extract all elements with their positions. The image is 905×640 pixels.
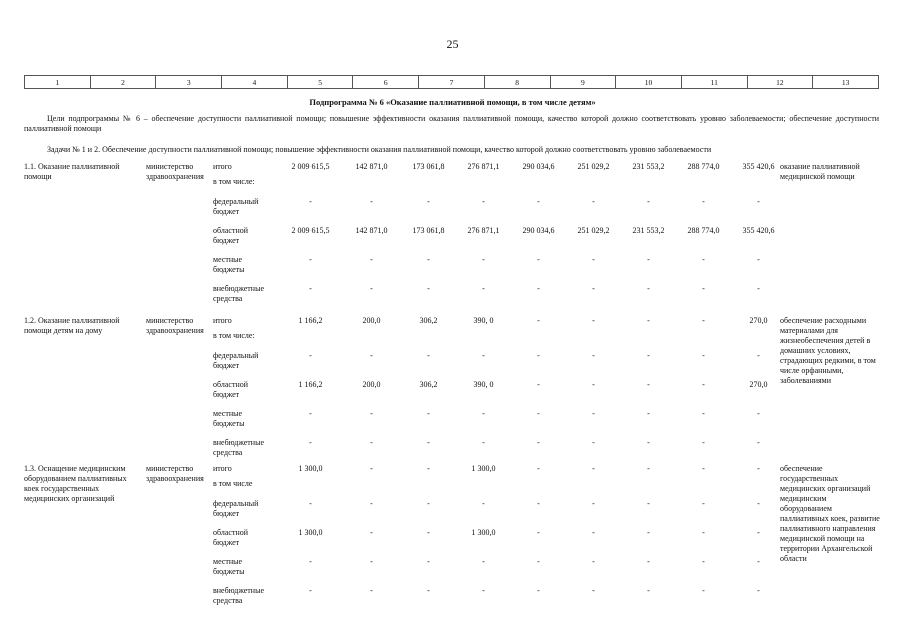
amount-value: 1 300,0 [298,464,323,473]
amount-value: - [370,499,373,508]
amount-value: - [592,557,595,566]
amount-value: - [537,380,540,389]
amount-value: - [702,557,705,566]
amount-value: - [702,528,705,537]
funding-source-label [213,380,275,400]
amount-value: 306,2 [419,316,438,325]
amount-value: - [592,438,595,447]
responsible-ministry: министерство здравоохранения [146,316,204,335]
amount-value: - [647,351,650,360]
activity-name: 1.1. Оказание паллиативной помощи [24,162,120,181]
amount-value: - [309,351,312,360]
amount-value: - [537,351,540,360]
amount-value: - [370,528,373,537]
amount-value: - [702,409,705,418]
funding-source-label [213,586,275,606]
funding-source-label [213,255,275,275]
amount-value: - [537,557,540,566]
amount-value: 1 300,0 [471,528,496,537]
amount-value: - [309,586,312,595]
amount-value: - [702,316,705,325]
amount-value: - [647,438,650,447]
amount-value: 231 553,2 [632,226,665,235]
amount-value: - [647,528,650,537]
amount-value: - [537,316,540,325]
amount-value: 142 871,0 [355,162,388,171]
column-number: 6 [353,76,419,89]
amount-value: 276 871,1 [467,162,500,171]
amount-value: 231 553,2 [632,162,665,171]
amount-value: - [427,409,430,418]
funding-source-subtext: в том числе [213,479,253,488]
funding-source-label [213,351,275,371]
column-number: 12 [747,76,813,89]
amount-value: - [482,255,485,264]
amount-value: 306,2 [419,380,438,389]
amount-value: 1 166,2 [298,380,323,389]
funding-source-text: федеральный бюджет [213,499,259,518]
amount-value: - [592,464,595,473]
funding-source-label [213,557,275,577]
column-number: 8 [484,76,550,89]
amount-value: - [370,255,373,264]
amount-value: - [647,316,650,325]
amount-value: 290 034,6 [522,226,555,235]
funding-source-text: местные бюджеты [213,409,245,428]
amount-value: 1 166,2 [298,316,323,325]
amount-value: 200,0 [362,316,381,325]
funding-source-text: внебюджетные средства [213,284,264,303]
amount-value: - [647,197,650,206]
column-number: 7 [419,76,485,89]
funding-source-subtext: в том числе: [213,177,255,186]
amount-value: - [592,197,595,206]
amount-value: - [647,499,650,508]
amount-value: - [309,557,312,566]
amount-value: 355 420,6 [742,162,775,171]
amount-value: - [592,255,595,264]
funding-source-text: местные бюджеты [213,557,245,576]
amount-value: - [482,197,485,206]
funding-source-text: федеральный бюджет [213,197,259,216]
column-number: 13 [813,76,879,89]
responsible-ministry: министерство здравоохранения [146,162,204,181]
amount-value: 1 300,0 [471,464,496,473]
amount-value: 1 300,0 [298,528,323,537]
amount-value: - [482,586,485,595]
subprogram-goals: Цели подпрограммы № 6 – обеспечение доступности паллиативной помощи; повышение эффективности оказания паллиативной помощи, качество которой должно соответствовать уровню заболеваемости; обеспечение доступности паллиативной помощи [24,114,879,133]
amount-value: - [427,351,430,360]
amount-value: - [537,409,540,418]
amount-value: - [427,528,430,537]
funding-source-label [213,409,275,429]
expected-result: обеспечение государственных медицинских организаций медицинским оборудованием паллиативных коек, развитие паллиативного направления медицинской помощи на территории Архангельской области [780,464,880,563]
amount-value: - [592,528,595,537]
funding-source-text: областной бюджет [213,380,249,399]
amount-value: - [647,557,650,566]
amount-value: - [592,586,595,595]
column-number: 2 [90,76,156,89]
amount-value: - [482,409,485,418]
amount-value: - [537,284,540,293]
funding-source-text: федеральный бюджет [213,351,259,370]
funding-source-label [213,284,275,304]
column-number-header [24,75,879,89]
amount-value: - [702,284,705,293]
expected-result: обеспечение расходными материалами для жизнеобеспечения детей в домашних условиях, страдающих редкими, в том числе орфанными, заболеваниями [780,316,876,385]
amount-value: - [647,409,650,418]
subprogram-tasks: Задачи № 1 и 2. Обеспечение доступности паллиативной помощи; повышение эффективности оказания паллиативной помощи, качество которой должно соответствовать уровню заболеваемости [47,145,712,154]
amount-value: 251 029,2 [577,226,610,235]
funding-source-label [213,316,275,341]
amount-value: - [427,557,430,566]
amount-value: 173 061,8 [412,162,445,171]
amount-value: - [757,351,760,360]
amount-value: - [592,380,595,389]
amount-value: - [757,528,760,537]
amount-value: 276 871,1 [467,226,500,235]
funding-source-label [213,162,275,187]
amount-value: - [757,586,760,595]
amount-value: - [702,380,705,389]
amount-value: - [370,351,373,360]
column-number: 3 [156,76,222,89]
amount-value: - [647,255,650,264]
amount-value: - [370,586,373,595]
amount-value: - [647,464,650,473]
amount-value: - [592,499,595,508]
amount-value: - [757,499,760,508]
amount-value: - [370,197,373,206]
amount-value: 2 009 615,5 [291,162,330,171]
amount-value: 288 774,0 [687,226,720,235]
column-number: 4 [222,76,288,89]
amount-value: - [702,499,705,508]
amount-value: - [757,438,760,447]
column-number: 1 [25,76,91,89]
amount-value: - [592,351,595,360]
amount-value: - [309,284,312,293]
amount-value: - [757,409,760,418]
amount-value: - [370,464,373,473]
amount-value: - [427,284,430,293]
amount-value: - [537,197,540,206]
amount-value: - [370,438,373,447]
amount-value: - [427,586,430,595]
amount-value: - [592,409,595,418]
funding-source-label [213,499,275,519]
amount-value: - [427,499,430,508]
amount-value: - [482,557,485,566]
amount-value: - [702,351,705,360]
amount-value: - [427,464,430,473]
funding-source-label [213,528,275,548]
funding-source-text: областной бюджет [213,226,249,245]
amount-value: 200,0 [362,380,381,389]
column-number: 9 [550,76,616,89]
column-number: 10 [616,76,682,89]
amount-value: - [702,586,705,595]
amount-value: - [537,255,540,264]
funding-source-subtext: в том числе: [213,331,255,340]
amount-value: 290 034,6 [522,162,555,171]
amount-value: - [647,284,650,293]
funding-source-label [213,197,275,217]
amount-value: - [647,586,650,595]
amount-value: - [537,586,540,595]
expected-result: оказание паллиативной медицинской помощи [780,162,860,181]
amount-value: - [757,284,760,293]
funding-source-label [213,226,275,246]
amount-value: 251 029,2 [577,162,610,171]
amount-value: 288 774,0 [687,162,720,171]
funding-source-text: местные бюджеты [213,255,245,274]
amount-value: - [482,438,485,447]
amount-value: - [592,284,595,293]
activity-name: 1.2. Оказание паллиативной помощи детям на дому [24,316,120,335]
funding-source-text: внебюджетные средства [213,586,264,605]
amount-value: - [757,197,760,206]
amount-value: - [427,255,430,264]
amount-value: - [309,255,312,264]
amount-value: - [537,438,540,447]
column-number: 11 [681,76,747,89]
amount-value: - [482,351,485,360]
amount-value: - [537,499,540,508]
amount-value: - [482,284,485,293]
amount-value: - [309,499,312,508]
amount-value: - [309,438,312,447]
funding-source-text: областной бюджет [213,528,249,547]
amount-value: - [370,284,373,293]
funding-source-label [213,438,275,458]
amount-value: - [427,438,430,447]
amount-value: 2 009 615,5 [291,226,330,235]
amount-value: - [370,409,373,418]
page-number: 25 [446,37,459,51]
amount-value: - [427,197,430,206]
amount-value: - [757,464,760,473]
amount-value: 355 420,6 [742,226,775,235]
amount-value: - [647,380,650,389]
amount-value: 173 061,8 [412,226,445,235]
amount-value: 390, 0 [473,380,494,389]
amount-value: 270,0 [749,316,768,325]
responsible-ministry: министерство здравоохранения [146,464,204,483]
funding-source-text: итого [213,464,232,473]
amount-value: - [757,557,760,566]
amount-value: 390, 0 [473,316,494,325]
amount-value: - [592,316,595,325]
funding-source-label [213,464,275,489]
amount-value: - [537,464,540,473]
amount-value: - [537,528,540,537]
amount-value: - [702,438,705,447]
funding-source-text: итого [213,316,232,325]
amount-value: - [482,499,485,508]
amount-value: - [309,197,312,206]
amount-value: 270,0 [749,380,768,389]
amount-value: 142 871,0 [355,226,388,235]
amount-value: - [702,464,705,473]
amount-value: - [757,255,760,264]
amount-value: - [702,197,705,206]
funding-source-text: внебюджетные средства [213,438,264,457]
subprogram-title: Подпрограмма № 6 «Оказание паллиативной помощи, в том числе детям» [309,97,596,107]
amount-value: - [309,409,312,418]
column-number: 5 [287,76,353,89]
activity-name: 1.3. Оснащение медицинским оборудованием паллиативных коек государственных медицинских организаций [24,464,127,503]
amount-value: - [702,255,705,264]
funding-source-text: итого [213,162,232,171]
amount-value: - [370,557,373,566]
